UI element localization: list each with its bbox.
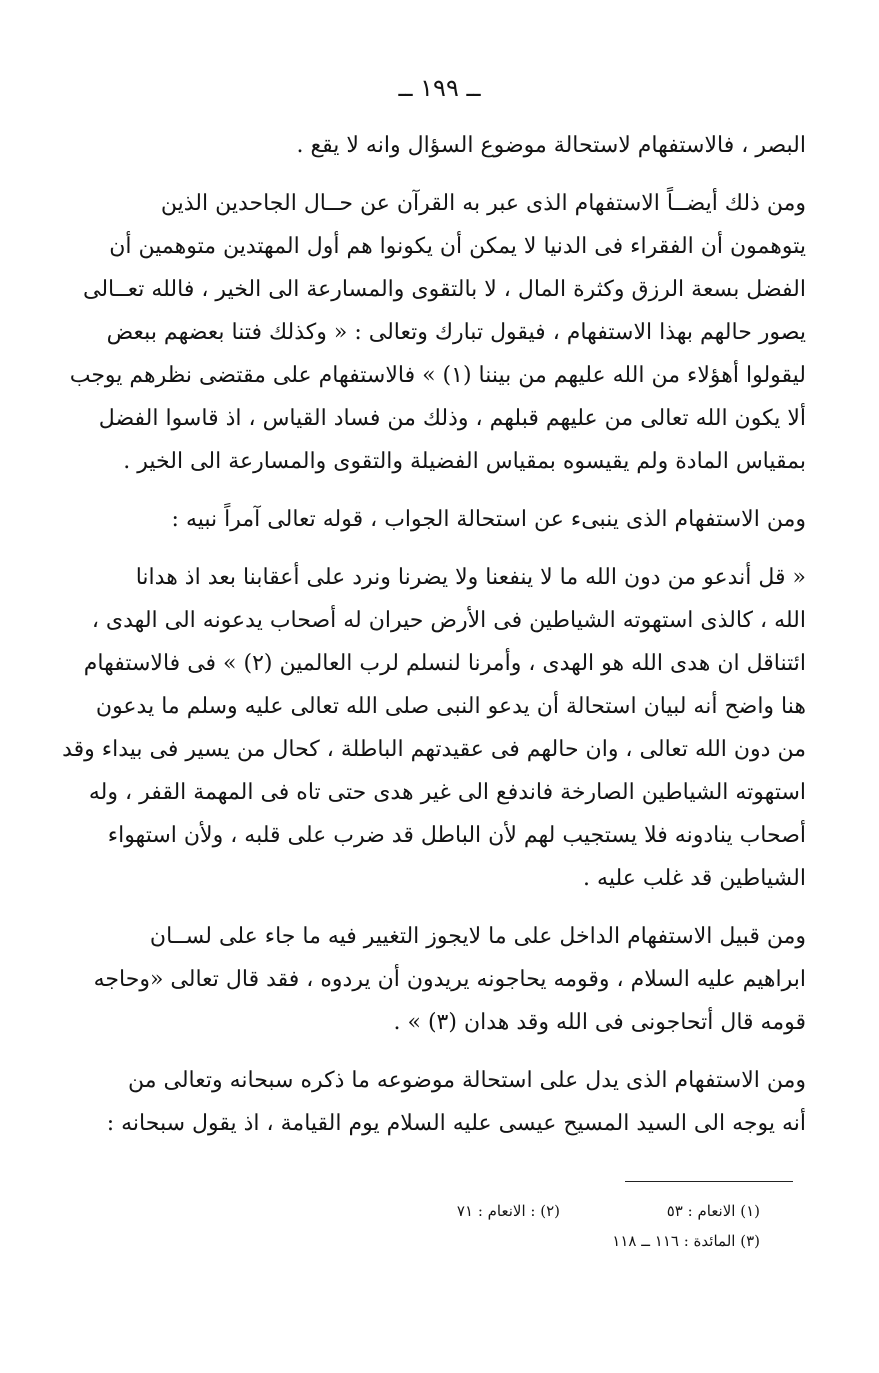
text-line: ومن الاستفهام الذى يدل على استحالة موضوعه ما ذكره سبحانه وتعالى من — [127, 1068, 806, 1093]
footnote-divider — [625, 1181, 793, 1182]
text-line: ومن قبيل الاستفهام الداخل على ما لايجوز التغيير فيه ما جاء على لســان — [149, 924, 806, 949]
text-line: أصحاب ينادونه فلا يستجيب لهم لأن الباطل قد ضرب على قلبه ، ولأن استهواء — [107, 823, 806, 848]
footnotes — [300, 1196, 760, 1256]
paragraph — [46, 124, 806, 167]
text-line: الله ، كالذى استهوته الشياطين فى الأرض حيران له أصحاب يدعونه الى الهدى ، — [91, 608, 806, 633]
text-line: ائتناقل ان هدى الله هو الهدى ، وأمرنا لنسلم لرب العالمين (٢) » فى فالاستفهام — [83, 651, 806, 676]
text-line: أنه يوجه الى السيد المسيح عيسى عليه السلام يوم القيامة ، اذ يقول سبحانه : — [106, 1111, 806, 1136]
paragraph-spacer — [46, 1044, 806, 1059]
paragraph-spacer — [46, 167, 806, 182]
text-line: الفضل بسعة الرزق وكثرة المال ، لا بالتقوى والمسارعة الى الخير ، فالله تعــالى — [82, 277, 806, 302]
paragraph — [46, 498, 806, 541]
text-line: يتوهمون أن الفقراء فى الدنيا لا يمكن أن يكونوا هم أول المهتدين متوهمين أن — [109, 234, 806, 259]
text-line: هنا واضح أنه لبيان استحالة أن يدعو النبى صلى الله تعالى عليه وسلم ما يدعون — [95, 694, 806, 719]
paragraph — [46, 182, 806, 483]
footnote: (٢) : الانعام : ٧١ — [456, 1202, 560, 1220]
text-line: ابراهيم عليه السلام ، وقومه يحاجونه يريدون أن يردوه ، فقد قال تعالى «وحاجه — [93, 967, 806, 992]
footnote: (٣) المائدة : ١١٦ ــ ١١٨ — [612, 1232, 760, 1250]
text-line: ومن ذلك أيضــاً الاستفهام الذى عبر به القرآن عن حــال الجاحدين الذين — [160, 191, 806, 216]
paragraph — [46, 1059, 806, 1145]
body-text — [46, 124, 806, 1145]
text-line: « قل أندعو من دون الله ما لا ينفعنا ولا يضرنا ونرد على أعقابنا بعد اذ هدانا — [135, 565, 806, 590]
text-line: ومن الاستفهام الذى ينبىء عن استحالة الجواب ، قوله تعالى آمراً نبيه : — [171, 507, 806, 532]
text-line: بمقياس المادة ولم يقيسوه بمقياس الفضيلة والتقوى والمسارعة الى الخير . — [123, 449, 806, 474]
paragraph-spacer — [46, 483, 806, 498]
page-number: ــ ١٩٩ ــ — [398, 74, 481, 102]
footnote-row — [300, 1196, 760, 1226]
footnote-row — [300, 1226, 760, 1256]
text-line: ليقولوا أهؤلاء من الله عليهم من بيننا (١) » فالاستفهام على مقتضى نظرهم يوجب — [69, 363, 806, 388]
paragraph-spacer — [46, 541, 806, 556]
text-line: يصور حالهم بهذا الاستفهام ، فيقول تبارك وتعالى : « وكذلك فتنا بعضهم ببعض — [106, 320, 806, 345]
text-line: من دون الله تعالى ، وان حالهم فى عقيدتهم الباطلة ، كحال من يسير فى بيداء وقد — [62, 737, 806, 762]
paragraph — [46, 915, 806, 1044]
paragraph-spacer — [46, 900, 806, 915]
text-line: قومه قال أتحاجونى فى الله وقد هدان (٣) » . — [393, 1010, 806, 1035]
footnote: (١) الانعام : ٥٣ — [666, 1202, 760, 1220]
text-line: الشياطين قد غلب عليه . — [583, 866, 806, 891]
paragraph — [46, 556, 806, 900]
text-line: استهوته الشياطين الصارخة فاندفع الى غير هدى حتى تاه فى المهمة القفر ، وله — [88, 780, 806, 805]
text-line: ألا يكون الله تعالى من عليهم قبلهم ، وذلك من فساد القياس ، اذ قاسوا الفضل — [98, 406, 806, 431]
text-line: البصر ، فالاستفهام لاستحالة موضوع السؤال وانه لا يقع . — [296, 133, 806, 158]
